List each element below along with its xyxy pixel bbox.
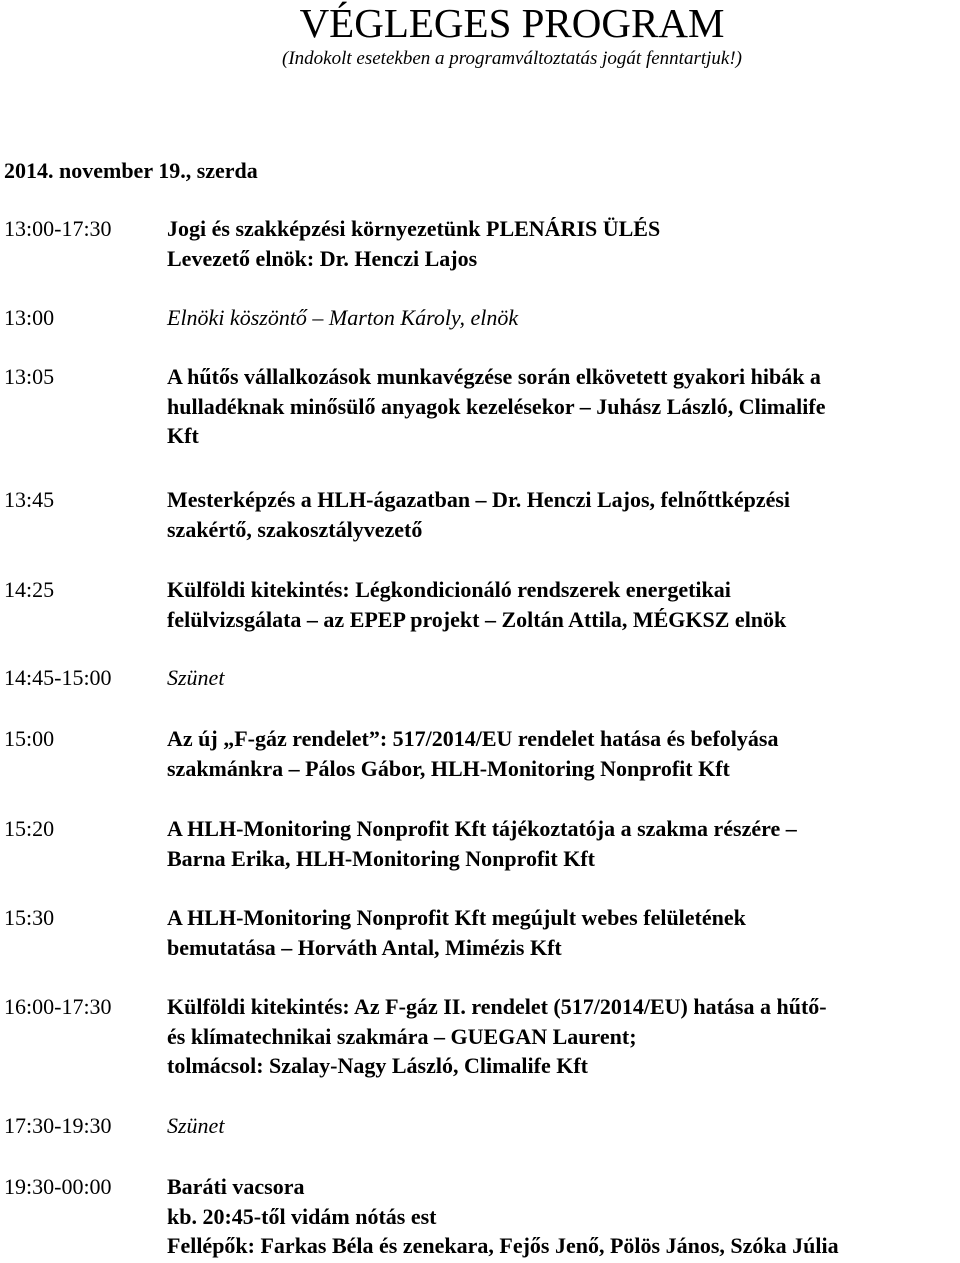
schedule-time: 17:30-19:30	[4, 1113, 112, 1138]
schedule-description	[167, 663, 960, 693]
description-line: Szünet	[167, 1113, 225, 1138]
description-line: bemutatása – Horváth Antal, Mimézis Kft	[167, 934, 562, 960]
description-line: tolmácsol: Szalay-Nagy László, Climalife Kft	[167, 1053, 588, 1079]
schedule-description	[167, 992, 960, 1081]
schedule-description	[167, 1172, 960, 1261]
schedule-description	[167, 903, 960, 962]
event-date: 2014. november 19., szerda	[4, 158, 258, 183]
description-line: hulladéknak minősülő anyagok kezelésekor – Juhász László, Climalife	[167, 393, 826, 419]
schedule-time: 13:00-17:30	[4, 216, 112, 241]
description-line: A HLH-Monitoring Nonprofit Kft tájékoztatója a szakma részére –	[167, 816, 797, 841]
description-line: Baráti vacsora	[167, 1174, 305, 1199]
page-subtitle: (Indokolt esetekben a programváltoztatás jogát fenntartjuk!)	[282, 48, 742, 69]
schedule-description	[167, 362, 960, 451]
page-title: VÉGLEGES PROGRAM	[299, 0, 725, 46]
schedule-time: 14:45-15:00	[4, 665, 112, 690]
schedule-time: 13:05	[4, 364, 55, 389]
description-line: Fellépők: Farkas Béla és zenekara, Fejős Jenő, Pölös János, Szóka Júlia	[167, 1233, 839, 1259]
schedule-time: 13:00	[4, 305, 55, 330]
description-line: Szünet	[167, 665, 225, 690]
schedule-description	[167, 485, 960, 544]
description-line: Külföldi kitekintés: Légkondicionáló rendszerek energetikai	[167, 577, 731, 602]
description-line: kb. 20:45-től vidám nótás est	[167, 1203, 437, 1229]
schedule-time: 15:00	[4, 726, 55, 751]
description-line: Az új „F-gáz rendelet”: 517/2014/EU rendelet hatása és befolyása	[167, 726, 779, 751]
schedule-time: 13:45	[4, 487, 55, 512]
schedule-time: 14:25	[4, 577, 55, 602]
schedule-time: 16:00-17:30	[4, 994, 112, 1019]
description-line: Barna Erika, HLH-Monitoring Nonprofit Kft	[167, 845, 595, 871]
description-line: A hűtős vállalkozások munkavégzése során elkövetett gyakori hibák a	[167, 364, 821, 389]
description-line: felülvizsgálata – az EPEP projekt – Zoltán Attila, MÉGKSZ elnök	[167, 606, 787, 632]
schedule-time: 15:20	[4, 816, 55, 841]
schedule-description	[167, 1111, 960, 1141]
description-line: Levezető elnök: Dr. Henczi Lajos	[167, 245, 478, 271]
description-line: Jogi és szakképzési környezetünk PLENÁRIS ÜLÉS	[167, 216, 661, 241]
description-line: Kft	[167, 423, 199, 449]
schedule-description	[167, 575, 960, 634]
schedule-description	[167, 814, 960, 873]
schedule-description	[167, 214, 960, 273]
schedule-description	[167, 724, 960, 783]
description-line: Mesterképzés a HLH-ágazatban – Dr. Henczi Lajos, felnőttképzési	[167, 487, 791, 512]
description-line: Elnöki köszöntő – Marton Károly, elnök	[167, 305, 519, 330]
description-line: A HLH-Monitoring Nonprofit Kft megújult webes felületének	[167, 905, 746, 930]
description-line: szakmánkra – Pálos Gábor, HLH-Monitoring Nonprofit Kft	[167, 755, 730, 781]
description-line: és klímatechnikai szakmára – GUEGAN Laurent;	[167, 1023, 637, 1049]
schedule-description	[167, 303, 960, 333]
schedule-time: 15:30	[4, 905, 55, 930]
description-line: szakértő, szakosztályvezető	[167, 516, 423, 542]
schedule-time: 19:30-00:00	[4, 1174, 112, 1199]
description-line: Külföldi kitekintés: Az F-gáz II. rendelet (517/2014/EU) hatása a hűtő-	[167, 994, 827, 1019]
